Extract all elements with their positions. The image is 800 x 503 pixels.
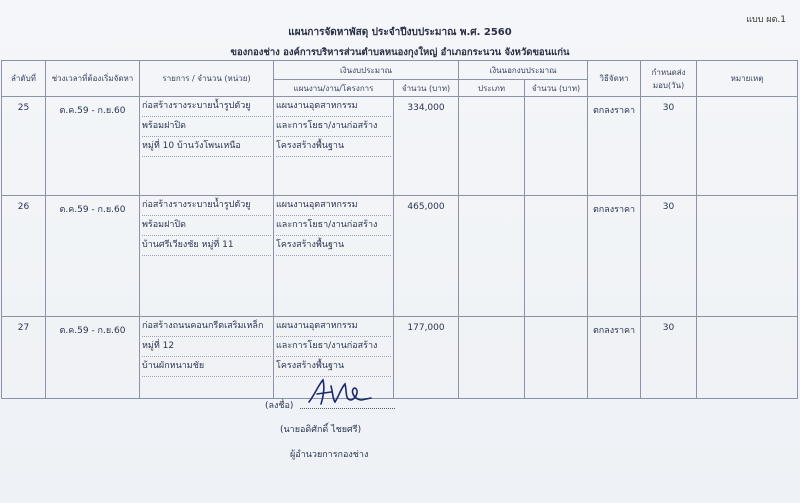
plan-line: แผนงานอุตสาหกรรม	[276, 196, 391, 216]
item-line: พร้อมฝาปิด	[142, 216, 271, 236]
procurement-plan-table	[1, 60, 798, 399]
row-amount: 177,000	[394, 317, 459, 399]
row-plan	[274, 97, 394, 196]
header-seq: ลำดับที่	[2, 61, 46, 97]
row-nonbudget-type	[459, 97, 525, 196]
header-nonbudget-amount: จำนวน (บาท)	[525, 80, 588, 97]
plan-line: โครงสร้างพื้นฐาน	[276, 357, 391, 377]
header-item: รายการ / จำนวน (หน่วย)	[140, 61, 274, 97]
item-line: หมู่ที่ 12	[142, 337, 271, 357]
header-method: วิธีจัดหา	[588, 61, 641, 97]
row-item	[140, 97, 274, 196]
plan-line: และการโยธา/งานก่อสร้าง	[276, 216, 391, 236]
plan-line: โครงสร้างพื้นฐาน	[276, 137, 391, 157]
item-line: พร้อมฝาปิด	[142, 117, 271, 137]
document-title: แผนการจัดหาพัสดุ ประจำปีงบประมาณ พ.ศ. 2560	[288, 27, 512, 38]
header-budget-plan: แผนงาน/งาน/โครงการ	[274, 80, 394, 97]
row-method: ตกลงราคา	[588, 317, 641, 399]
signature-label: (ลงชื่อ)	[265, 401, 294, 411]
item-line: บ้านศรีเวียงชัย หมู่ที่ 11	[142, 236, 271, 256]
header-nonbudget-type: ประเภท	[459, 80, 525, 97]
row-amount: 334,000	[394, 97, 459, 196]
plan-line: แผนงานอุตสาหกรรม	[276, 97, 391, 117]
plan-line: โครงสร้างพื้นฐาน	[276, 236, 391, 256]
row-plan	[274, 196, 394, 317]
row-method: ตกลงราคา	[588, 196, 641, 317]
plan-line: แผนงานอุตสาหกรรม	[276, 317, 391, 337]
item-line: ก่อสร้างรางระบายน้ำรูปตัวยู	[142, 196, 271, 216]
handwritten-signature	[305, 376, 375, 408]
header-budget-amount: จำนวน (บาท)	[394, 80, 459, 97]
plan-line: และการโยธา/งานก่อสร้าง	[276, 117, 391, 137]
row-remark	[697, 97, 798, 196]
row-deadline: 30	[641, 196, 697, 317]
plan-line: และการโยธา/งานก่อสร้าง	[276, 337, 391, 357]
row-nonbudget-amount	[525, 196, 588, 317]
row-seq: 27	[2, 317, 46, 399]
form-code: แบบ ผด.1	[746, 15, 786, 25]
row-seq: 25	[2, 97, 46, 196]
row-remark	[697, 196, 798, 317]
row-method: ตกลงราคา	[588, 97, 641, 196]
row-deadline: 30	[641, 317, 697, 399]
row-item	[140, 196, 274, 317]
signatory-name: (นายอดิศักดิ์ ไชยศรี)	[280, 425, 362, 435]
document-subtitle: ของกองช่าง องค์การบริหารส่วนตำบลหนองกุงใหญ่ อำเภอกระนวน จังหวัดขอนแก่น	[230, 47, 570, 58]
signature-block	[0, 370, 800, 503]
header-deadline: กำหนดส่งมอบ(วัน)	[641, 61, 697, 97]
table-row	[2, 196, 798, 317]
row-amount: 465,000	[394, 196, 459, 317]
item-line: บ้านผักหนามชัย	[142, 357, 271, 377]
table-row	[2, 97, 798, 196]
signature-line	[300, 408, 395, 409]
item-line: ก่อสร้างถนนคอนกรีตเสริมเหล็ก	[142, 317, 271, 337]
row-period: ต.ค.59 - ก.ย.60	[46, 317, 140, 399]
row-seq: 26	[2, 196, 46, 317]
row-nonbudget-type	[459, 196, 525, 317]
row-period: ต.ค.59 - ก.ย.60	[46, 97, 140, 196]
header-budget-group: เงินงบประมาณ	[274, 61, 459, 80]
signatory-position: ผู้อำนวยการกองช่าง	[290, 450, 369, 460]
row-nonbudget-amount	[525, 97, 588, 196]
table-header-row	[2, 61, 798, 80]
row-deadline: 30	[641, 97, 697, 196]
item-line: ก่อสร้างรางระบายน้ำรูปตัวยู	[142, 97, 271, 117]
header-remark: หมายเหตุ	[697, 61, 798, 97]
header-nonbudget-group: เงินนอกงบประมาณ	[459, 61, 588, 80]
row-period: ต.ค.59 - ก.ย.60	[46, 196, 140, 317]
item-line: หมู่ที่ 10 บ้านวังโพนเหนือ	[142, 137, 271, 157]
header-period: ช่วงเวลาที่ต้องเริ่มจัดหา	[46, 61, 140, 97]
